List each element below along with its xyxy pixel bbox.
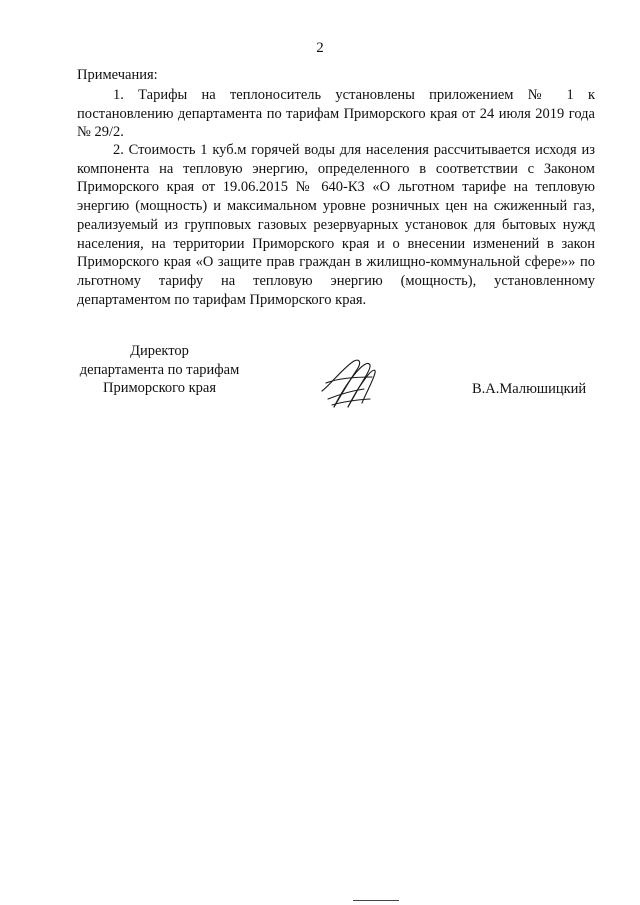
notes-heading: Примечания: [77, 67, 158, 83]
footer-divider [353, 900, 399, 901]
note-paragraph-1: 1. Тарифы на теплоноситель установлены приложением № 1 к постановлению департамента по тарифам Приморского края от 24 июля 2019 года № 29/2. [77, 87, 595, 141]
signatory-title-line-3: Приморского края [102, 380, 216, 396]
signatory-title-line-1: Директор [130, 343, 189, 359]
signatory-title [72, 342, 247, 398]
note-paragraph-2: 2. Стоимость 1 куб.м горячей воды для населения рассчитывается исходя из компонента на тепловую энергию, определенного в соответствии с Законом Приморского края от 19.06.2015 № 640-КЗ «О льготном тарифе на тепловую энергию (мощность) и максимальном уровне розничных цен на сжиженный газ, реализуемый из групповых газовых резервуарных установок для бытовых нужд населения, на территории Приморского края и о внесении изменений в закон Приморского края «О защите прав граждан в жилищно-коммунальной сфере»» по льготному тарифу на тепловую энергию (мощность), установленному департаментом по тарифам Приморского края. [77, 142, 595, 308]
page-number: 2 [316, 40, 324, 56]
handwritten-signature [318, 355, 378, 411]
signatory-title-line-2: департамента по тарифам [79, 361, 240, 378]
signatory-name: В.А.Малюшицкий [472, 381, 587, 397]
